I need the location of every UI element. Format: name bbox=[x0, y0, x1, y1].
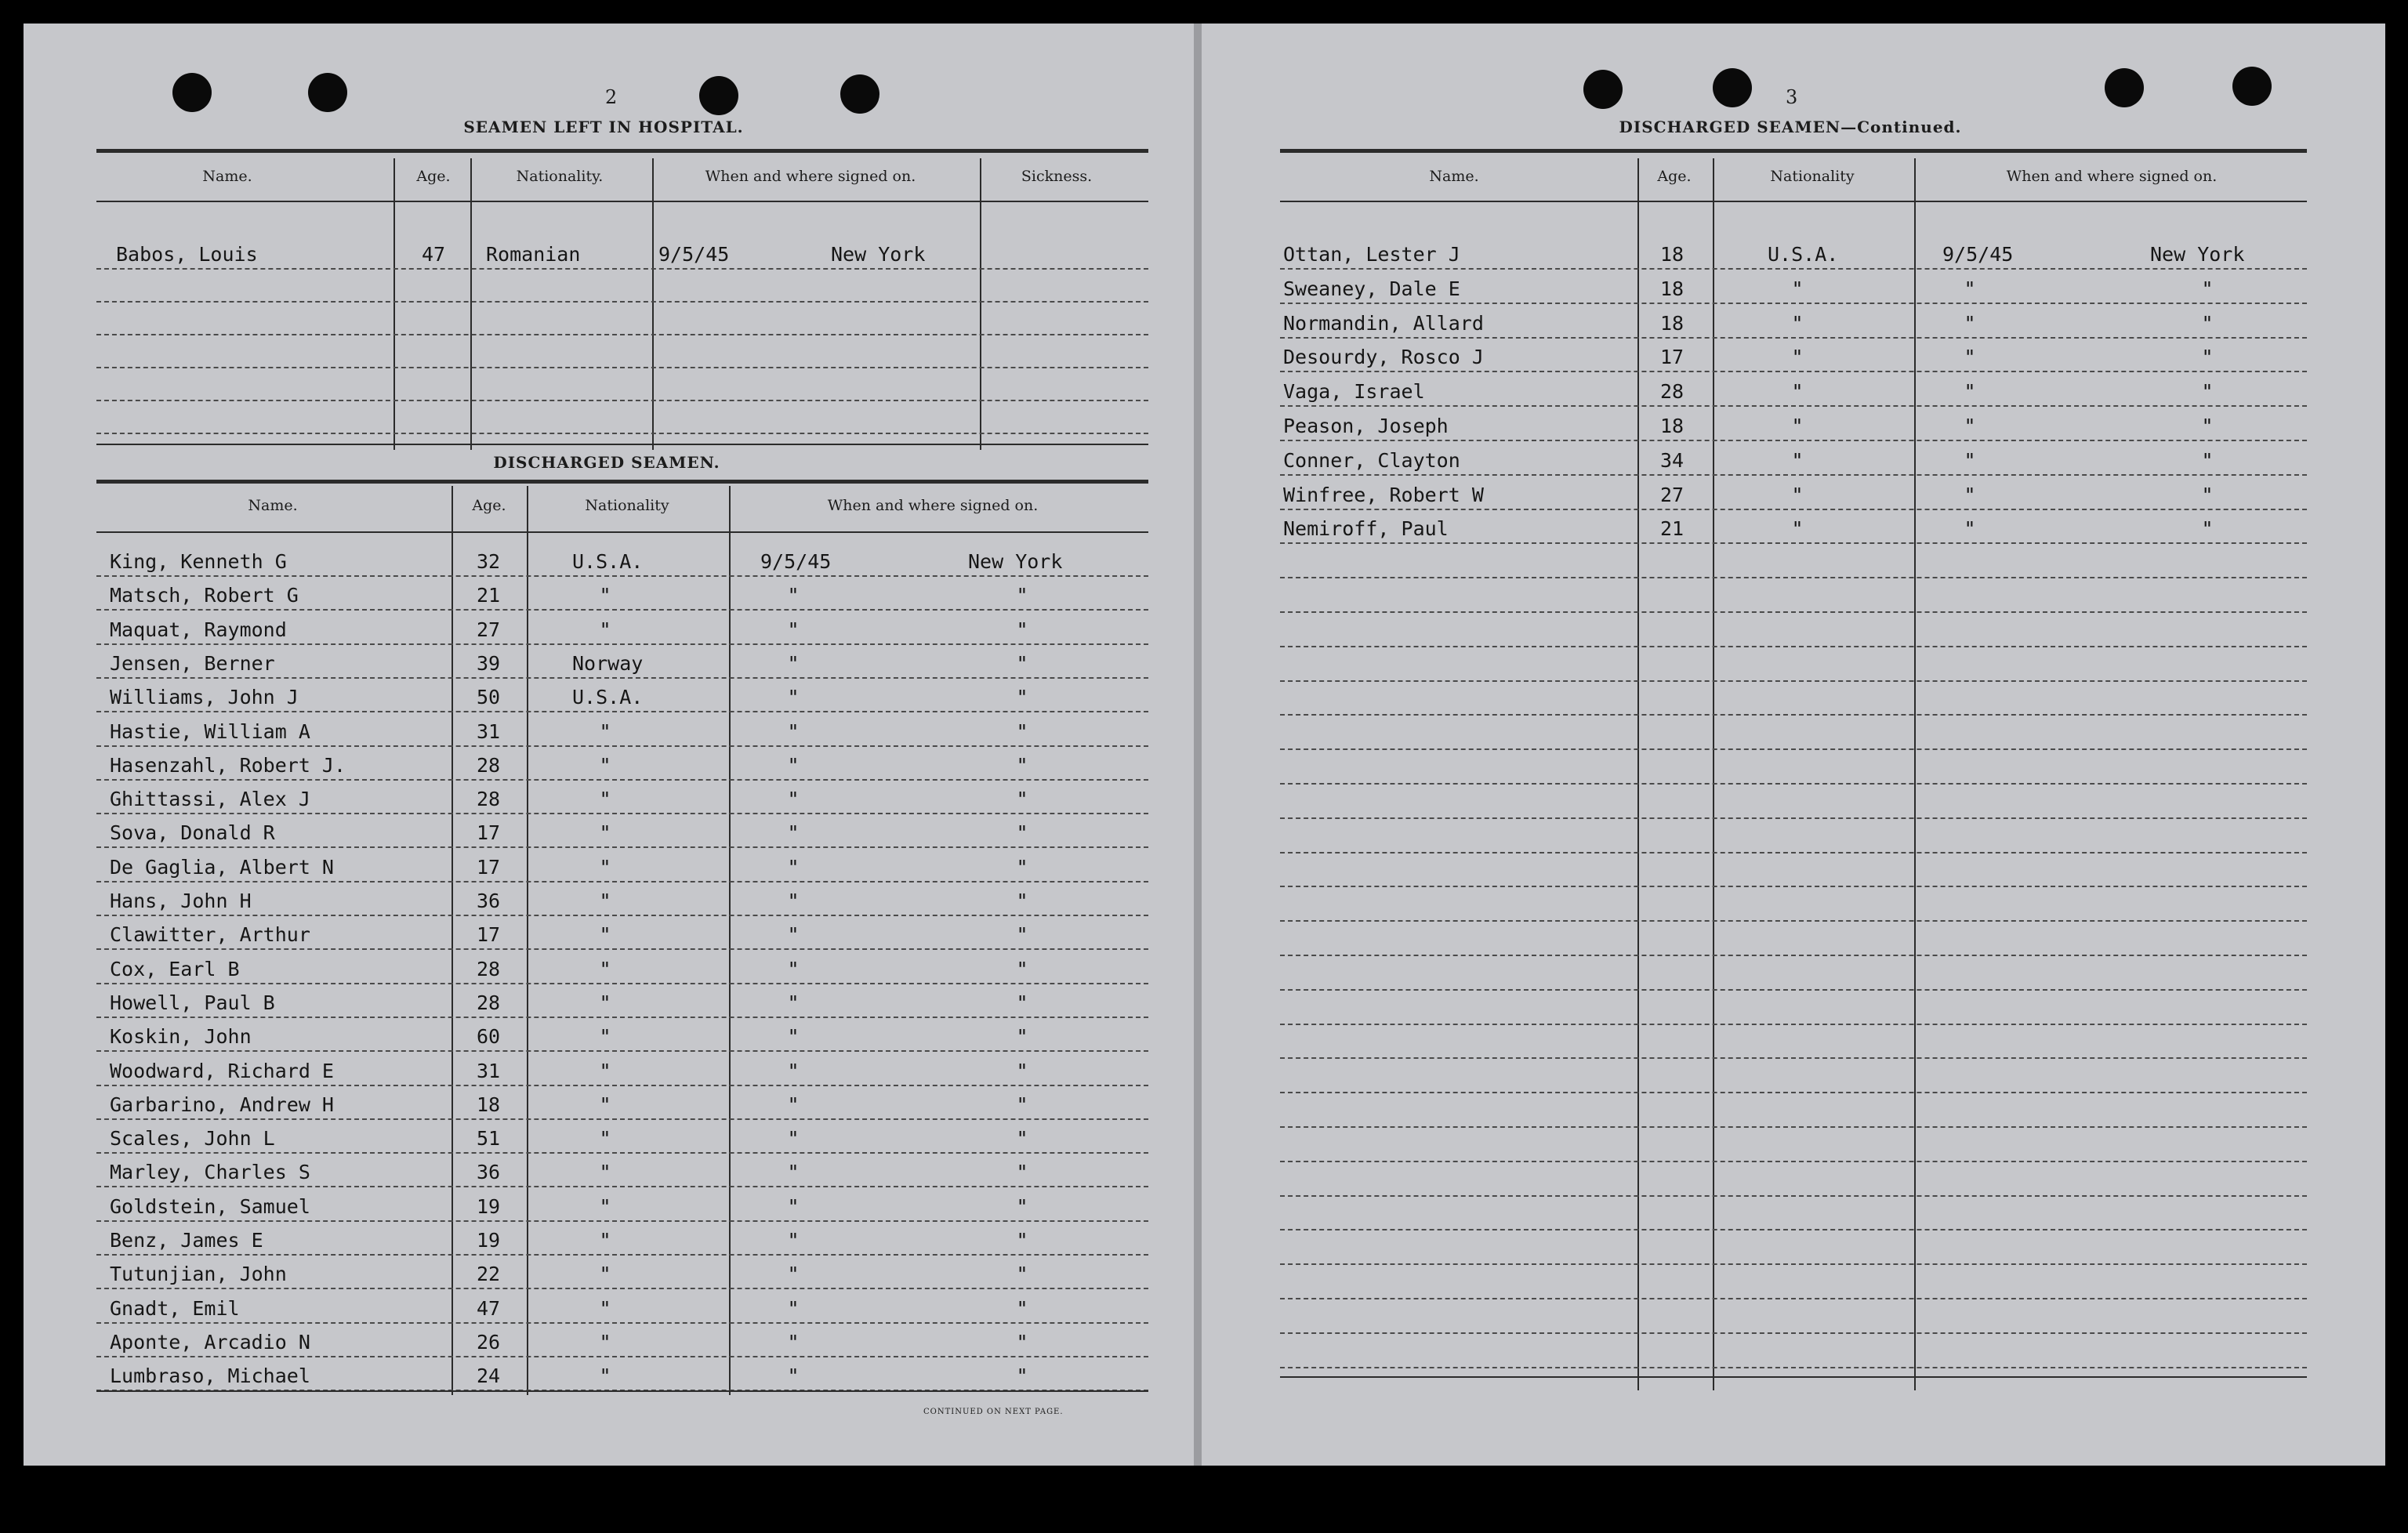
column-divider bbox=[527, 486, 528, 1395]
row-date: " bbox=[1964, 448, 1976, 472]
entry-line bbox=[96, 433, 1148, 434]
entry-line bbox=[1280, 1161, 2307, 1162]
entry-line bbox=[1280, 509, 2307, 510]
entry-line bbox=[96, 575, 1148, 577]
row-place: " bbox=[1016, 719, 1028, 743]
entry-line bbox=[1280, 611, 2307, 613]
page-number: 3 bbox=[1786, 86, 1798, 108]
row-age: 60 bbox=[477, 1025, 501, 1049]
row-age: 27 bbox=[1660, 483, 1685, 506]
row-date: " bbox=[787, 1330, 800, 1354]
row-nationality: " bbox=[1791, 448, 1804, 472]
table-rule bbox=[96, 1390, 1148, 1392]
row-nationality: " bbox=[1791, 346, 1804, 369]
entry-line bbox=[1280, 646, 2307, 647]
discharged-nationality-header: Nationality bbox=[585, 497, 669, 514]
row-age: 19 bbox=[477, 1194, 501, 1218]
entry-line bbox=[1280, 303, 2307, 304]
entry-line bbox=[96, 1085, 1148, 1086]
row-nationality: " bbox=[599, 1093, 611, 1116]
table-rule bbox=[96, 480, 1148, 484]
entry-line bbox=[96, 301, 1148, 303]
row-place: " bbox=[1016, 651, 1028, 675]
entry-line bbox=[96, 1050, 1148, 1052]
row-date: " bbox=[787, 1059, 800, 1082]
entry-line bbox=[96, 983, 1148, 984]
row-name: Lumbraso, Michael bbox=[110, 1364, 310, 1388]
row-name: Hasenzahl, Robert J. bbox=[110, 753, 346, 777]
row-age: 17 bbox=[477, 855, 501, 879]
row-age: 31 bbox=[477, 1059, 501, 1082]
hospital-row-nationality: Romanian bbox=[486, 243, 581, 266]
row-date: " bbox=[787, 1229, 800, 1252]
entry-line bbox=[1280, 783, 2307, 785]
right-page bbox=[1202, 24, 2385, 1466]
row-place: " bbox=[1016, 1330, 1028, 1354]
row-nationality: " bbox=[599, 1296, 611, 1320]
row-name: Tutunjian, John bbox=[110, 1263, 287, 1286]
row-date: " bbox=[787, 753, 800, 777]
entry-line bbox=[1280, 852, 2307, 853]
row-name: King, Kenneth G bbox=[110, 550, 287, 573]
row-nationality: " bbox=[599, 1229, 611, 1252]
hospital-row-date: 9/5/45 bbox=[658, 243, 730, 266]
row-place: " bbox=[1016, 1229, 1028, 1252]
row-age: 18 bbox=[1660, 277, 1685, 300]
row-name: Marley, Charles S bbox=[110, 1161, 310, 1184]
row-nationality: " bbox=[599, 618, 611, 641]
row-nationality: " bbox=[599, 1364, 611, 1388]
row-nationality: " bbox=[599, 1194, 611, 1218]
row-date: " bbox=[787, 1127, 800, 1151]
table-rule bbox=[96, 531, 1148, 533]
row-name: Sweaney, Dale E bbox=[1283, 277, 1460, 300]
entry-line bbox=[1280, 748, 2307, 750]
entry-line bbox=[96, 881, 1148, 882]
row-date: " bbox=[1964, 277, 1976, 300]
row-name: Vaga, Israel bbox=[1283, 380, 1425, 404]
row-name: Benz, James E bbox=[110, 1229, 263, 1252]
row-place: " bbox=[1016, 1093, 1028, 1116]
row-name: Woodward, Richard E bbox=[110, 1059, 334, 1082]
row-date: 9/5/45 bbox=[760, 550, 832, 573]
row-name: Hastie, William A bbox=[110, 719, 310, 743]
entry-line bbox=[96, 400, 1148, 401]
entry-line bbox=[1280, 1263, 2307, 1265]
column-divider bbox=[452, 486, 453, 1395]
row-nationality: " bbox=[599, 719, 611, 743]
entry-line bbox=[1280, 1195, 2307, 1197]
entry-line bbox=[96, 1288, 1148, 1289]
row-nationality: " bbox=[1791, 277, 1804, 300]
row-name: De Gaglia, Albert N bbox=[110, 855, 334, 879]
row-name: Williams, John J bbox=[110, 686, 299, 709]
discharged-section-title: DISCHARGED SEAMEN. bbox=[493, 453, 720, 472]
row-name: Desourdy, Rosco J bbox=[1283, 346, 1484, 369]
punch-hole bbox=[2232, 67, 2272, 106]
entry-line bbox=[1280, 886, 2307, 887]
row-name: Maquat, Raymond bbox=[110, 618, 287, 641]
entry-line bbox=[1280, 577, 2307, 578]
row-date: " bbox=[787, 957, 800, 980]
row-date: " bbox=[787, 991, 800, 1014]
entry-line bbox=[96, 1254, 1148, 1256]
table-rule bbox=[1280, 1376, 2307, 1378]
entry-line bbox=[1280, 1024, 2307, 1025]
row-age: 22 bbox=[477, 1263, 501, 1286]
entry-line bbox=[1280, 714, 2307, 716]
continued-age-header: Age. bbox=[1657, 168, 1692, 185]
row-date: " bbox=[787, 1296, 800, 1320]
entry-line bbox=[96, 1322, 1148, 1324]
page-number: 2 bbox=[605, 86, 618, 108]
row-place: " bbox=[1016, 686, 1028, 709]
column-divider bbox=[470, 158, 472, 450]
row-name: Koskin, John bbox=[110, 1025, 252, 1049]
row-name: Normandin, Allard bbox=[1283, 311, 1484, 335]
row-nationality: " bbox=[599, 855, 611, 879]
discharged-when-where-header: When and where signed on. bbox=[827, 497, 1039, 514]
row-nationality: U.S.A. bbox=[572, 686, 644, 709]
row-place: " bbox=[2201, 346, 2214, 369]
row-nationality: " bbox=[1791, 380, 1804, 404]
row-date: " bbox=[787, 651, 800, 675]
row-nationality: " bbox=[599, 1263, 611, 1286]
row-age: 21 bbox=[1660, 517, 1685, 541]
row-nationality: " bbox=[599, 1330, 611, 1354]
row-place: " bbox=[2201, 311, 2214, 335]
row-nationality: " bbox=[599, 890, 611, 912]
row-name: Sova, Donald R bbox=[110, 821, 275, 845]
row-name: Howell, Paul B bbox=[110, 991, 275, 1014]
row-date: " bbox=[787, 821, 800, 845]
row-age: 24 bbox=[477, 1364, 501, 1388]
row-nationality: U.S.A. bbox=[1768, 243, 1839, 266]
row-nationality: " bbox=[599, 957, 611, 980]
continued-nationality-header: Nationality bbox=[1770, 168, 1855, 185]
hospital-row-name: Babos, Louis bbox=[116, 243, 258, 266]
row-nationality: " bbox=[1791, 415, 1804, 437]
row-date: " bbox=[787, 923, 800, 947]
hospital-name-header: Name. bbox=[202, 168, 252, 185]
row-age: 19 bbox=[477, 1229, 501, 1252]
entry-line bbox=[1280, 1229, 2307, 1230]
entry-line bbox=[96, 1356, 1148, 1357]
row-name: Aponte, Arcadio N bbox=[110, 1330, 310, 1354]
row-place: " bbox=[1016, 584, 1028, 607]
entry-line bbox=[96, 711, 1148, 712]
entry-line bbox=[1280, 1367, 2307, 1368]
entry-line bbox=[1280, 405, 2307, 407]
row-age: 28 bbox=[477, 957, 501, 980]
row-place: " bbox=[1016, 957, 1028, 980]
row-name: Goldstein, Samuel bbox=[110, 1194, 310, 1218]
punch-hole bbox=[1713, 68, 1752, 107]
row-age: 34 bbox=[1660, 448, 1685, 472]
row-name: Peason, Joseph bbox=[1283, 415, 1449, 437]
column-divider bbox=[729, 486, 731, 1395]
row-date: " bbox=[787, 1194, 800, 1218]
entry-line bbox=[96, 813, 1148, 814]
hospital-section-title: SEAMEN LEFT IN HOSPITAL. bbox=[463, 118, 744, 136]
row-date: " bbox=[787, 1263, 800, 1286]
row-nationality: Norway bbox=[572, 651, 644, 675]
row-place: " bbox=[1016, 821, 1028, 845]
row-place: " bbox=[1016, 923, 1028, 947]
row-place: New York bbox=[2150, 243, 2245, 266]
row-age: 50 bbox=[477, 686, 501, 709]
entry-line bbox=[1280, 371, 2307, 372]
entry-line bbox=[96, 1152, 1148, 1154]
row-nationality: " bbox=[599, 1059, 611, 1082]
entry-line bbox=[1280, 1126, 2307, 1128]
entry-line bbox=[1280, 680, 2307, 682]
entry-line bbox=[96, 948, 1148, 950]
row-age: 28 bbox=[1660, 380, 1685, 404]
column-divider bbox=[393, 158, 395, 450]
row-nationality: " bbox=[599, 923, 611, 947]
row-place: " bbox=[1016, 1296, 1028, 1320]
entry-line bbox=[1280, 920, 2307, 922]
row-nationality: " bbox=[599, 753, 611, 777]
row-place: " bbox=[2201, 517, 2214, 541]
entry-line bbox=[96, 1118, 1148, 1120]
row-date: " bbox=[1964, 346, 1976, 369]
row-age: 21 bbox=[477, 584, 501, 607]
row-date: " bbox=[787, 618, 800, 641]
continued-note: CONTINUED ON NEXT PAGE. bbox=[923, 1408, 1064, 1416]
row-age: 31 bbox=[477, 719, 501, 743]
column-divider bbox=[652, 158, 654, 450]
punch-hole bbox=[308, 73, 347, 112]
row-age: 17 bbox=[477, 923, 501, 947]
row-age: 18 bbox=[477, 1093, 501, 1116]
row-age: 32 bbox=[477, 550, 501, 573]
continued-name-header: Name. bbox=[1429, 168, 1479, 185]
row-place: " bbox=[2201, 483, 2214, 506]
row-name: Hans, John H bbox=[110, 890, 252, 912]
entry-line bbox=[1280, 1298, 2307, 1299]
entry-line bbox=[96, 779, 1148, 781]
row-name: Ottan, Lester J bbox=[1283, 243, 1460, 266]
entry-line bbox=[96, 846, 1148, 848]
row-date: 9/5/45 bbox=[1942, 243, 2014, 266]
row-nationality: " bbox=[599, 1025, 611, 1049]
table-rule bbox=[96, 149, 1148, 153]
punch-hole bbox=[172, 73, 212, 112]
row-date: " bbox=[1964, 311, 1976, 335]
row-age: 17 bbox=[477, 821, 501, 845]
entry-line bbox=[1280, 268, 2307, 270]
row-age: 18 bbox=[1660, 243, 1685, 266]
row-name: Winfree, Robert W bbox=[1283, 483, 1484, 506]
row-date: " bbox=[787, 719, 800, 743]
row-date: " bbox=[787, 890, 800, 912]
entry-line bbox=[96, 268, 1148, 270]
continued-when-where-header: When and where signed on. bbox=[2006, 168, 2218, 185]
row-name: Ghittassi, Alex J bbox=[110, 788, 310, 811]
row-place: " bbox=[1016, 788, 1028, 811]
discharged-continued-title: DISCHARGED SEAMEN—Continued. bbox=[1619, 118, 1962, 136]
entry-line bbox=[96, 1017, 1148, 1018]
row-date: " bbox=[1964, 415, 1976, 437]
row-date: " bbox=[787, 1161, 800, 1184]
row-name: Clawitter, Arthur bbox=[110, 923, 310, 947]
row-age: 36 bbox=[477, 890, 501, 912]
entry-line bbox=[1280, 474, 2307, 476]
row-place: " bbox=[1016, 890, 1028, 912]
row-date: " bbox=[1964, 380, 1976, 404]
row-nationality: " bbox=[599, 821, 611, 845]
row-nationality: U.S.A. bbox=[572, 550, 644, 573]
row-place: " bbox=[1016, 1364, 1028, 1388]
row-age: 51 bbox=[477, 1127, 501, 1151]
row-date: " bbox=[787, 1364, 800, 1388]
row-date: " bbox=[787, 1025, 800, 1049]
row-age: 36 bbox=[477, 1161, 501, 1184]
entry-line bbox=[96, 334, 1148, 335]
entry-line bbox=[96, 745, 1148, 747]
row-place: " bbox=[1016, 855, 1028, 879]
row-nationality: " bbox=[599, 1127, 611, 1151]
row-age: 27 bbox=[477, 618, 501, 641]
punch-hole bbox=[1583, 70, 1623, 109]
row-place: " bbox=[1016, 1161, 1028, 1184]
row-nationality: " bbox=[1791, 483, 1804, 506]
entry-line bbox=[1280, 817, 2307, 819]
hospital-sickness-header: Sickness. bbox=[1021, 168, 1093, 185]
table-rule bbox=[96, 201, 1148, 202]
entry-line bbox=[96, 367, 1148, 368]
row-place: " bbox=[1016, 991, 1028, 1014]
row-name: Conner, Clayton bbox=[1283, 448, 1460, 472]
row-place: New York bbox=[968, 550, 1063, 573]
table-rule bbox=[1280, 149, 2307, 153]
row-name: Garbarino, Andrew H bbox=[110, 1093, 334, 1116]
row-date: " bbox=[1964, 483, 1976, 506]
row-place: " bbox=[2201, 415, 2214, 437]
row-age: 39 bbox=[477, 651, 501, 675]
table-rule bbox=[96, 444, 1148, 445]
entry-line bbox=[1280, 955, 2307, 956]
entry-line bbox=[96, 915, 1148, 916]
punch-hole bbox=[840, 74, 879, 114]
row-nationality: " bbox=[1791, 517, 1804, 541]
row-place: " bbox=[1016, 1263, 1028, 1286]
entry-line bbox=[1280, 1092, 2307, 1093]
page-fold bbox=[1194, 24, 1202, 1466]
row-nationality: " bbox=[599, 1161, 611, 1184]
row-nationality: " bbox=[599, 584, 611, 607]
column-divider bbox=[980, 158, 981, 450]
row-place: " bbox=[2201, 448, 2214, 472]
row-place: " bbox=[1016, 1127, 1028, 1151]
table-rule bbox=[1280, 201, 2307, 202]
row-date: " bbox=[787, 855, 800, 879]
row-date: " bbox=[787, 788, 800, 811]
left-page bbox=[24, 24, 1194, 1466]
entry-line bbox=[1280, 337, 2307, 339]
hospital-nationality-header: Nationality. bbox=[516, 168, 604, 185]
hospital-row-age: 47 bbox=[422, 243, 446, 266]
entry-line bbox=[96, 1220, 1148, 1222]
row-age: 26 bbox=[477, 1330, 501, 1354]
column-divider bbox=[1914, 158, 1916, 1390]
row-date: " bbox=[1964, 517, 1976, 541]
row-age: 18 bbox=[1660, 311, 1685, 335]
row-name: Jensen, Berner bbox=[110, 651, 275, 675]
hospital-row-place: New York bbox=[831, 243, 926, 266]
row-age: 17 bbox=[1660, 346, 1685, 369]
discharged-name-header: Name. bbox=[248, 497, 298, 514]
entry-line bbox=[96, 1186, 1148, 1187]
hospital-age-header: Age. bbox=[416, 168, 451, 185]
row-nationality: " bbox=[1791, 311, 1804, 335]
row-place: " bbox=[1016, 618, 1028, 641]
row-age: 28 bbox=[477, 991, 501, 1014]
row-nationality: " bbox=[599, 788, 611, 811]
row-date: " bbox=[787, 584, 800, 607]
row-place: " bbox=[1016, 1059, 1028, 1082]
entry-line bbox=[1280, 1332, 2307, 1334]
row-place: " bbox=[1016, 753, 1028, 777]
row-name: Cox, Earl B bbox=[110, 957, 240, 980]
entry-line bbox=[1280, 440, 2307, 441]
row-place: " bbox=[1016, 1194, 1028, 1218]
entry-line bbox=[96, 609, 1148, 611]
row-date: " bbox=[787, 686, 800, 709]
entry-line bbox=[1280, 989, 2307, 991]
punch-hole bbox=[2105, 68, 2144, 107]
entry-line bbox=[1280, 1057, 2307, 1059]
row-name: Nemiroff, Paul bbox=[1283, 517, 1449, 541]
column-divider bbox=[1637, 158, 1639, 1390]
row-age: 28 bbox=[477, 788, 501, 811]
row-place: " bbox=[1016, 1025, 1028, 1049]
row-nationality: " bbox=[599, 991, 611, 1014]
hospital-when-where-header: When and where signed on. bbox=[705, 168, 916, 185]
row-age: 28 bbox=[477, 753, 501, 777]
punch-hole bbox=[699, 76, 738, 115]
row-place: " bbox=[2201, 380, 2214, 404]
entry-line bbox=[96, 677, 1148, 679]
row-name: Matsch, Robert G bbox=[110, 584, 299, 607]
column-divider bbox=[1713, 158, 1714, 1390]
entry-line bbox=[1280, 542, 2307, 544]
row-age: 18 bbox=[1660, 415, 1685, 437]
row-date: " bbox=[787, 1093, 800, 1116]
discharged-age-header: Age. bbox=[472, 497, 506, 514]
entry-line bbox=[96, 643, 1148, 645]
row-age: 47 bbox=[477, 1296, 501, 1320]
row-name: Gnadt, Emil bbox=[110, 1296, 240, 1320]
row-place: " bbox=[2201, 277, 2214, 300]
row-name: Scales, John L bbox=[110, 1127, 275, 1151]
